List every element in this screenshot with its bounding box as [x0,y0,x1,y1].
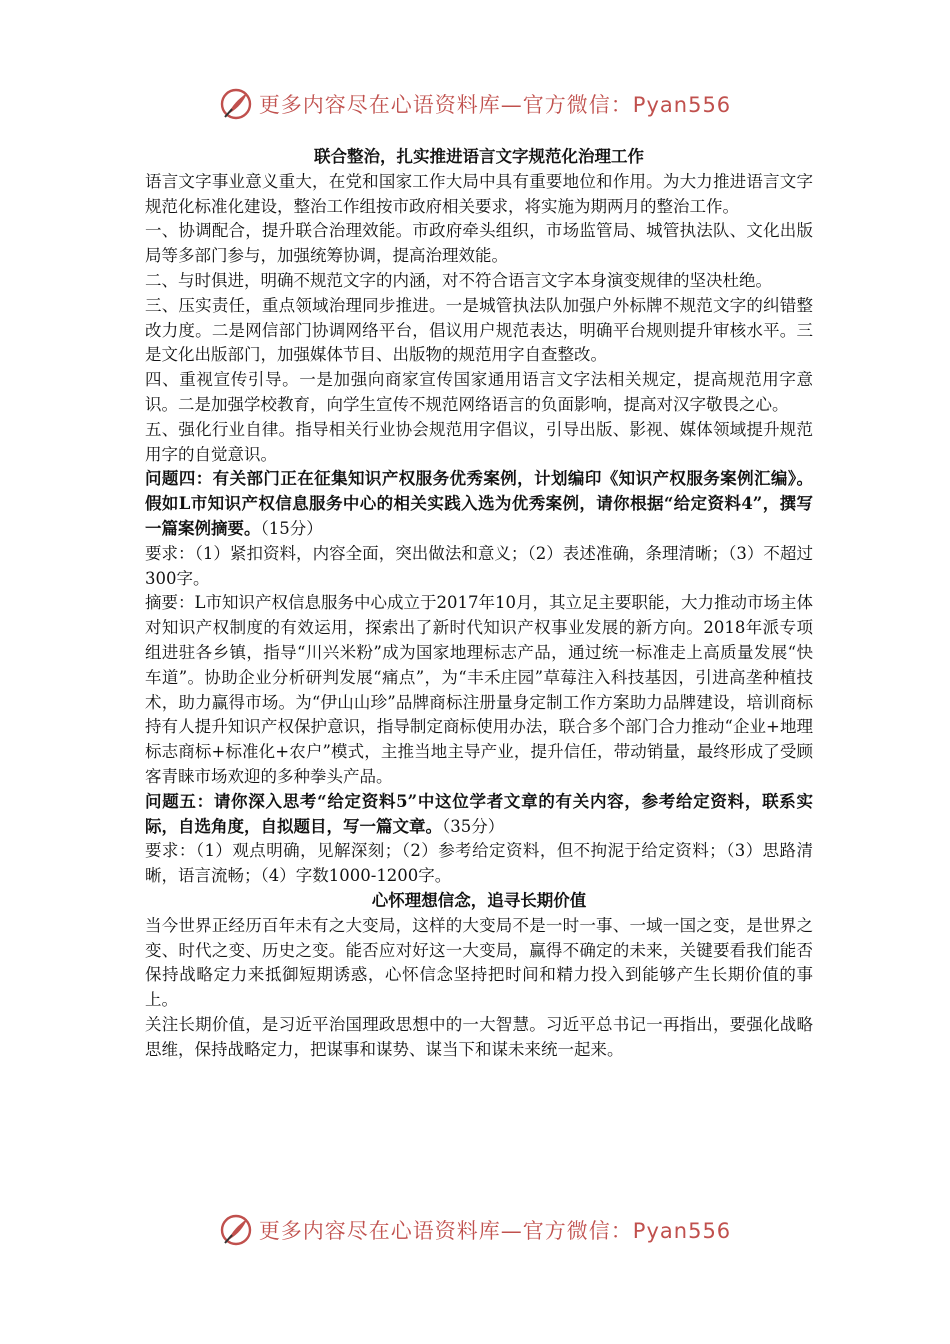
question-5-score: （35分） [442,816,505,836]
question-5 [145,790,813,840]
banner-text: 更多内容尽在心语资料库—官方微信：Pyan556 [258,1219,732,1243]
section-title: 联合整治，扎实推进语言文字规范化治理工作 [314,147,644,166]
question-4-answer: 摘要：L市知识产权信息服务中心成立于2017年10月，其立足主要职能，大力推动市场主体对知识产权制度的有效运用，探索出了新时代知识产权事业发展的新方向。2018年派专项组进驻各乡镇，指导“川兴米粉”成为国家地理标志产品，通过统一标准走上高质量发展“快车道”。协助企业分析研判发展“痛点”，为“丰禾庄园”草莓注入科技基因，引进高垄种植技术，助力赢得市场。为“伊山山珍”品牌商标注册量身定制工作方案助力品牌建设，培训商标持有人提升知识产权保护意识，指导制定商标使用办法，联合多个部门合力推动“企业+地理标志商标+标准化+农户”模式，主推当地主导产业，提升信任，带动销量，最终形成了受顾客青睐市场欢迎的多种拳头产品。 [145,593,813,786]
question-4-score: （15分） [260,518,323,538]
question-4 [145,467,813,541]
paragraph: 三、压实责任，重点领域治理同步推进。一是城管执法队加强户外标牌不规范文字的纠错整改力度。二是网信部门协调网络平台，倡议用户规范表达，明确平台规则提升审核水平。三是文化出版部门，加强媒体节目、出版物的规范用字自查整改。 [145,295,813,365]
question-4-text: 问题四：有关部门正在征集知识产权服务优秀案例，计划编印《知识产权服务案例汇编》。假如L市知识产权信息服务中心的相关实践入选为优秀案例，请你根据“给定资料4”，撰写一篇案例摘要。 [145,469,813,538]
paragraph: 四、重视宣传引导。一是加强向商家宣传国家通用语言文字法相关规定，提高规范用字意识。二是加强学校教育，向学生宣传不规范网络语言的负面影响，提高对汉字敬畏之心。 [145,370,813,414]
paragraph: 五、强化行业自律。指导相关行业协会规范用字倡议，引导出版、影视、媒体领域提升规范用字的自觉意识。 [145,419,813,464]
banner-text: 更多内容尽在心语资料库—官方微信：Pyan556 [258,93,732,117]
paragraph: 二、与时俱进，明确不规范文字的内涵，对不符合语言文字本身演变规律的坚决杜绝。 [145,270,772,290]
feather-pen-logo-icon [219,87,253,121]
essay-title: 心怀理想信念，追寻长期价值 [371,890,587,910]
feather-pen-logo-icon [219,1213,253,1247]
paragraph: 一、协调配合，提升联合治理效能。市政府牵头组织，市场监管局、城管执法队、文化出版局等多部门参与，加强统筹协调，提高治理效能。 [145,221,813,266]
question-5-text: 问题五：请你深入思考“给定资料5”中这位学者文章的有关内容，参考给定资料，联系实际，自选角度，自拟题目，写一篇文章。 [145,791,813,836]
footer-banner [0,1210,950,1250]
header-banner [0,84,950,124]
paragraph: 当今世界正经历百年未有之大变局，这样的大变局不是一时一事、一域一国之变，是世界之变、时代之变、历史之变。能否应对好这一大变局，赢得不确定的未来，关键要看我们能否保持战略定力来抵御短期诱惑，心怀信念坚持把时间和精力投入到能够产生长期价值的事上。 [145,915,813,1010]
paragraph: 关注长期价值，是习近平治国理政思想中的一大智慧。习近平总书记一再指出，要强化战略思维，保持战略定力，把谋事和谋势、谋当下和谋未来统一起来。 [145,1014,813,1059]
question-4-requirements: 要求：（1）紧扣资料，内容全面，突出做法和意义；（2）表述准确，条理清晰；（3）不超过300字。 [145,543,813,588]
paragraph: 语言文字事业意义重大，在党和国家工作大局中具有重要地位和作用。为大力推进语言文字规范化标准化建设，整治工作组按市政府相关要求，将实施为期两月的整治工作。 [145,171,813,216]
document-body [145,145,813,1062]
question-5-requirements: 要求：（1）观点明确，见解深刻；（2）参考给定资料，但不拘泥于给定资料；（3）思路清晰，语言流畅；（4）字数1000-1200字。 [145,841,813,886]
